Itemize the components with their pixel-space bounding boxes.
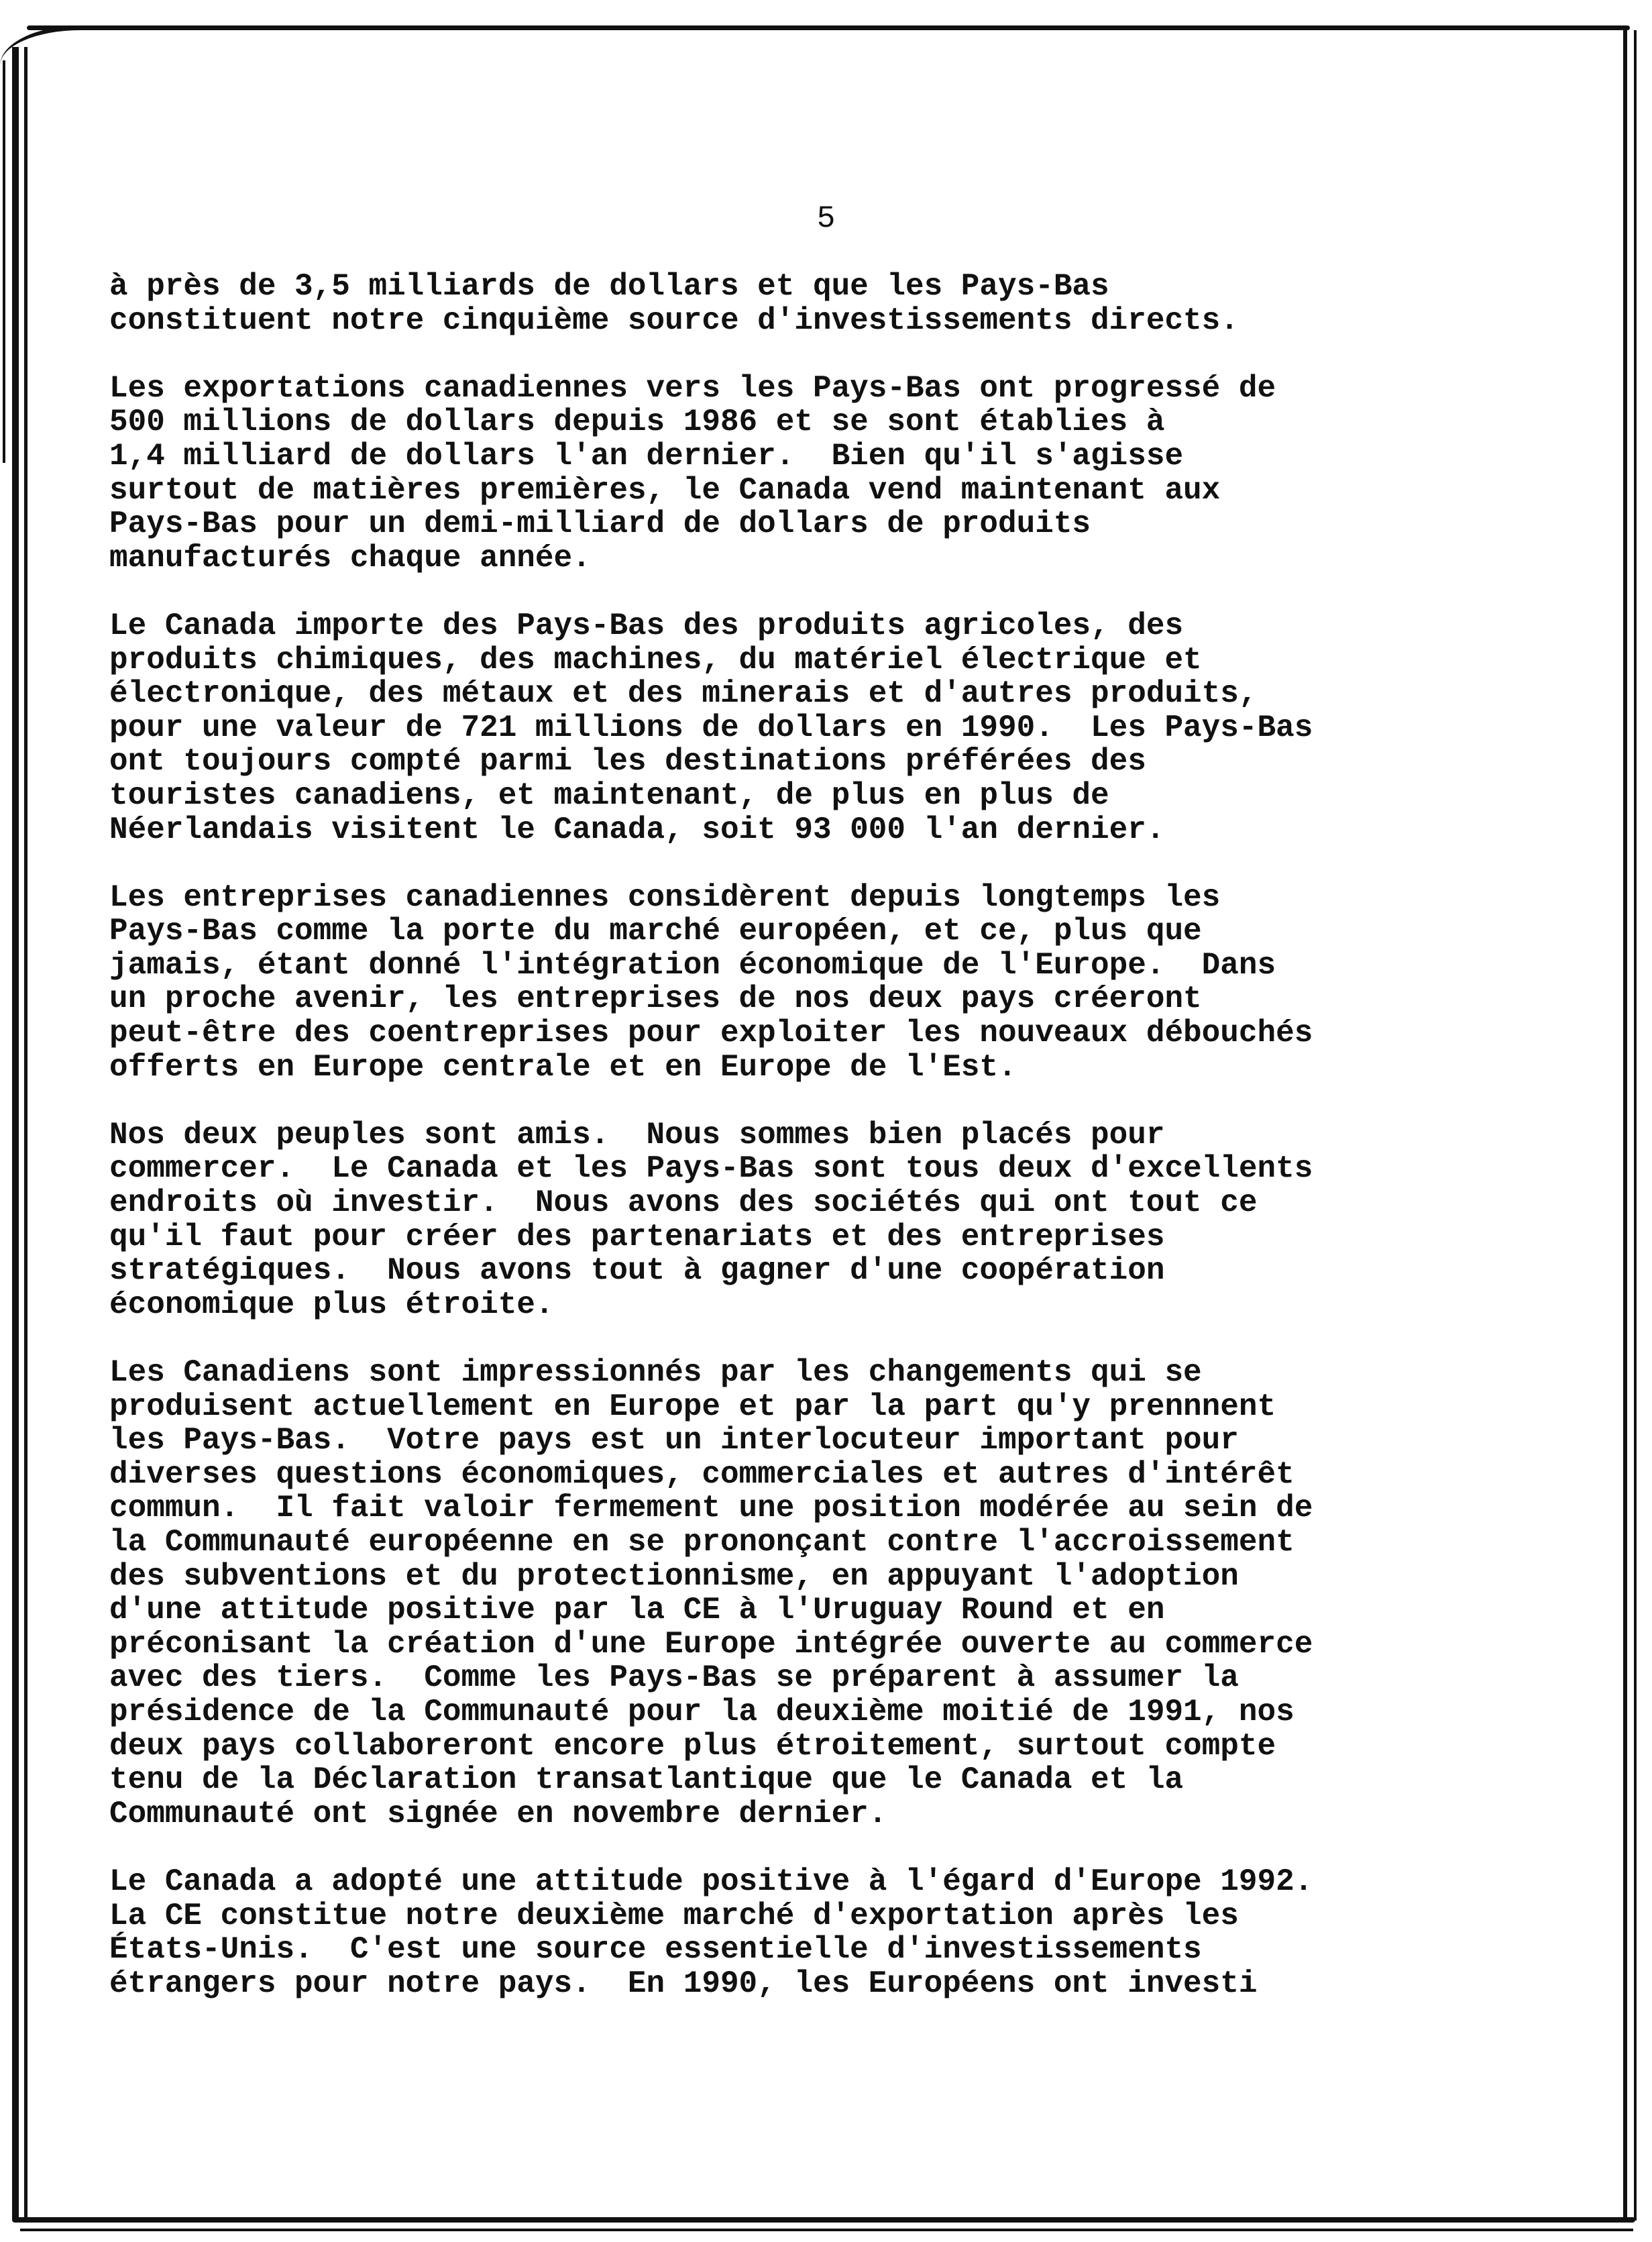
text-line: Le Canada a adopté une attitude positive à l'égard d'Europe 1992. [109, 1864, 1313, 1899]
text-line: d'une attitude positive par la CE à l'Uruguay Round et en [109, 1593, 1165, 1628]
text-line: électronique, des métaux et des minerais et d'autres produits, [109, 676, 1258, 712]
text-line: commun. Il fait valoir fermement une position modérée au sein de [109, 1491, 1313, 1526]
text-line: 1,4 milliard de dollars l'an dernier. Bien qu'il s'agisse [109, 438, 1184, 474]
text-line: 500 millions de dollars depuis 1986 et se sont établies à [109, 405, 1165, 440]
text-line: les Pays-Bas. Votre pays est un interlocuteur important pour [109, 1423, 1239, 1458]
text-line: Néerlandais visitent le Canada, soit 93 000 l'an dernier. [109, 812, 1165, 847]
page-border-bottom [12, 2217, 1635, 2223]
text-line: surtout de matières premières, le Canada vend maintenant aux [109, 472, 1221, 508]
text-line: présidence de la Communauté pour la deuxième moitié de 1991, nos [109, 1694, 1295, 1729]
text-line: économique plus étroite. [109, 1287, 554, 1322]
text-line: pour une valeur de 721 millions de dollars en 1990. Les Pays-Bas [109, 710, 1313, 745]
text-line: jamais, étant donné l'intégration économique de l'Europe. Dans [109, 947, 1276, 983]
text-line: Pays-Bas comme la porte du marché européen, et ce, plus que [109, 914, 1202, 949]
text-line: étrangers pour notre pays. En 1990, les Européens ont investi [109, 1966, 1258, 2001]
text-line: La CE constitue notre deuxième marché d'exportation après les [109, 1898, 1239, 1933]
text-line: deux pays collaboreront encore plus étroitement, surtout compte [109, 1728, 1276, 1764]
text-line: tenu de la Déclaration transatlantique que le Canada et la [109, 1762, 1184, 1798]
text-line: stratégiques. Nous avons tout à gagner d'une coopération [109, 1253, 1165, 1289]
text-line: manufacturés chaque année. [109, 540, 591, 576]
text-line: Les Canadiens sont impressionnés par les changements qui se [109, 1355, 1202, 1390]
text-line: Le Canada importe des Pays-Bas des produits agricoles, des [109, 608, 1184, 643]
text-line: produits chimiques, des machines, du matériel électrique et [109, 642, 1202, 678]
text-line: offerts en Europe centrale et en Europe de l'Est. [109, 1049, 1017, 1085]
text-line: constituent notre cinquième source d'investissements directs. [109, 303, 1239, 338]
text-line: ont toujours compté parmi les destinations préférées des [109, 744, 1146, 780]
text-line: préconisant la création d'une Europe intégrée ouverte au commerce [109, 1626, 1313, 1662]
text-line: commercer. Le Canada et les Pays-Bas sont tous deux d'excellents [109, 1151, 1313, 1187]
text-line: produisent actuellement en Europe et par la part qu'y prennnent [109, 1389, 1276, 1424]
text-line: Communauté ont signée en novembre dernier. [109, 1796, 887, 1831]
text-line: diverses questions économiques, commerciales et autres d'intérêt [109, 1456, 1295, 1492]
text-line: avec des tiers. Comme les Pays-Bas se préparent à assumer la [109, 1660, 1239, 1696]
text-line: peut-être des coentreprises pour exploiter les nouveaux débouchés [109, 1016, 1313, 1051]
page-border-left-inner [24, 47, 27, 2221]
paragraph [109, 372, 1585, 576]
text-line: Les entreprises canadiennes considèrent depuis longtemps les [109, 879, 1221, 915]
text-line: un proche avenir, les entreprises de nos deux pays créeront [109, 981, 1202, 1017]
text-line: la Communauté européenne en se prononçant contre l'accroissement [109, 1524, 1295, 1560]
page-border-bottom-outer [20, 2229, 1633, 2231]
paragraph [109, 1118, 1585, 1322]
paragraph [109, 1356, 1585, 1831]
paragraph [109, 1865, 1585, 2000]
page-border-top [27, 25, 1630, 30]
page-border-right-outer [1634, 30, 1637, 2221]
paragraph [109, 270, 1585, 337]
text-line: Pays-Bas pour un demi-milliard de dollars de produits [109, 506, 1091, 542]
text-line: États-Unis. C'est une source essentielle d'investissements [109, 1932, 1202, 1968]
paragraph [109, 881, 1585, 1085]
text-line: à près de 3,5 milliards de dollars et que les Pays-Bas [109, 269, 1109, 304]
page-border-right [1623, 30, 1627, 2221]
text-line: Nos deux peuples sont amis. Nous sommes bien placés pour [109, 1117, 1165, 1153]
text-line: endroits où investir. Nous avons des sociétés qui ont tout ce [109, 1185, 1258, 1221]
page-number: 5 [816, 201, 836, 236]
page-border-left-outer [3, 60, 5, 463]
text-line: qu'il faut pour créer des partenariats et des entreprises [109, 1219, 1165, 1255]
document-body [109, 270, 1585, 2000]
paragraph [109, 609, 1585, 847]
page-border-left [12, 47, 19, 2221]
text-line: touristes canadiens, et maintenant, de plus en plus de [109, 778, 1109, 813]
text-line: Les exportations canadiennes vers les Pays-Bas ont progressé de [109, 370, 1276, 406]
text-line: des subventions et du protectionnisme, en appuyant l'adoption [109, 1558, 1239, 1594]
